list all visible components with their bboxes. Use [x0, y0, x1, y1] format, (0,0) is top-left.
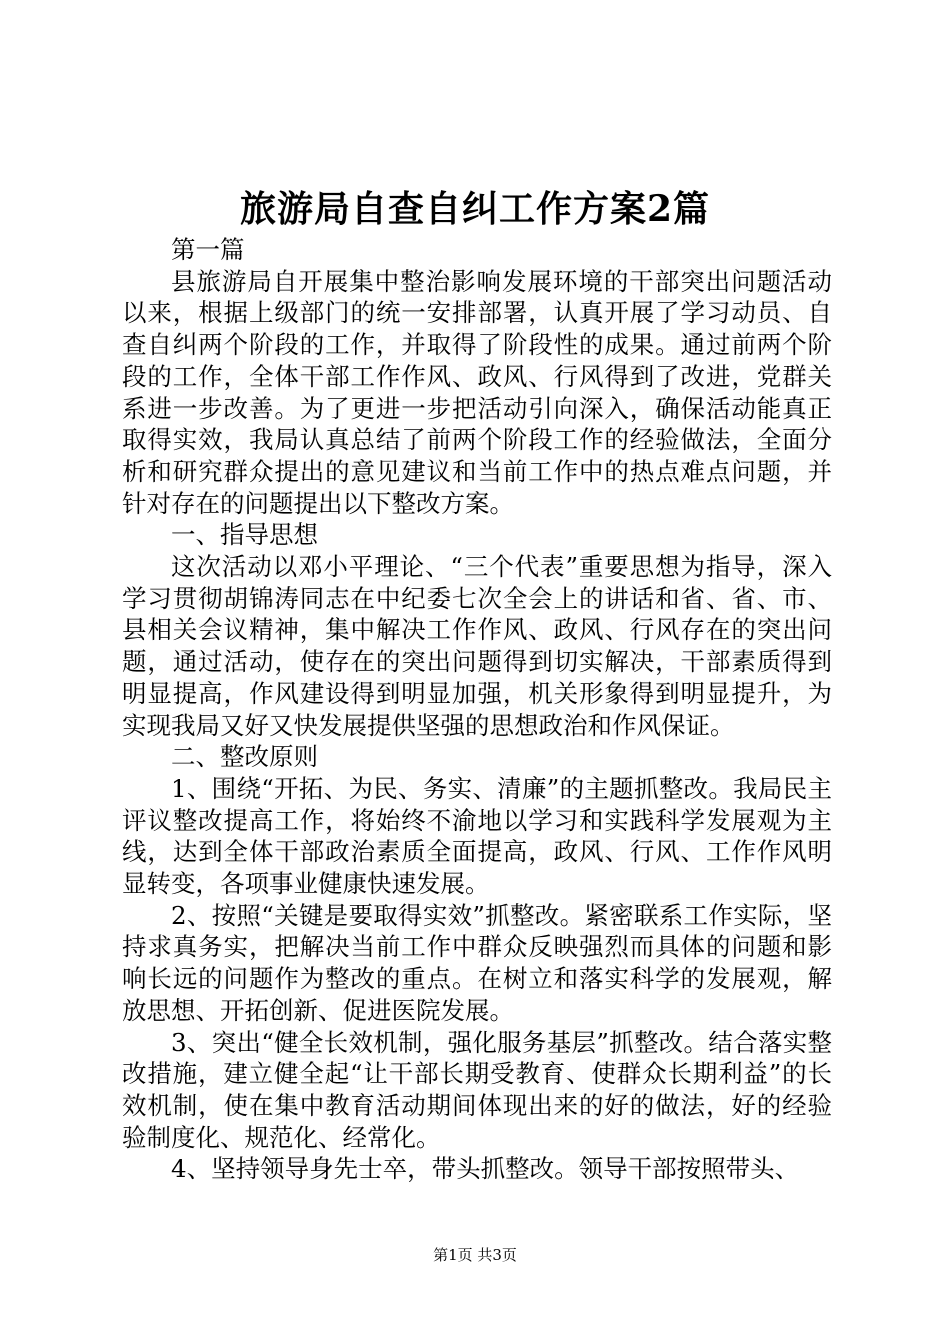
document-title: 旅游局自查自纠工作方案2篇	[239, 188, 711, 230]
heading-guiding-ideology: 一、指导思想	[171, 520, 318, 550]
paragraph-principle-1: 1、围绕“开拓、为民、务实、清廉”的主题抓整改。我局民主评议整改提高工作，将始终不渝地以学习和实践科学发展观为主线，达到全体干部政治素质全面提高，政风、行风、工作作风明显转变，各项事业健康快速发展。	[122, 773, 832, 899]
paragraph-principle-4: 4、坚持领导身先士卒，带头抓整改。领导干部按照带头、	[171, 1154, 800, 1184]
section-label-first: 第一篇	[171, 235, 245, 264]
heading-rectification-principles: 二、整改原则	[171, 742, 318, 772]
paragraph-principle-2: 2、按照“关键是要取得实效”抓整改。紧密联系工作实际，坚持求真务实，把解决当前工作中群众反映强烈而具体的问题和影响长远的问题作为整改的重点。在树立和落实科学的发展观，解放思想、开拓创新、促进医院发展。	[122, 900, 832, 1025]
paragraph-intro: 县旅游局自开展集中整治影响发展环境的干部突出问题活动以来，根据上级部门的统一安排部署，认真开展了学习动员、自查自纠两个阶段的工作，并取得了阶段性的成果。通过前两个阶段的工作，全体干部工作作风、政风、行风得到了改进，党群关系进一步改善。为了更进一步把活动引向深入，确保活动能真正取得实效，我局认真总结了前两个阶段工作的经验做法，全面分析和研究群众提出的意见建议和当前工作中的热点难点问题，并针对存在的问题提出以下整改方案。	[122, 266, 832, 518]
page-footer: 第1页 共3页	[433, 1246, 517, 1264]
document-body	[122, 234, 832, 1185]
paragraph-principle-3: 3、突出“健全长效机制，强化服务基层”抓整改。结合落实整改措施，建立健全起“让干部长期受教育、使群众长期利益”的长效机制，使在集中教育活动期间体现出来的好的做法，好的经验验制度化、规范化、经常化。	[122, 1027, 832, 1152]
paragraph-guiding-ideology: 这次活动以邓小平理论、“三个代表”重要思想为指导，深入学习贯彻胡锦涛同志在中纪委七次全会上的讲话和省、省、市、县相关会议精神，集中解决工作作风、政风、行风存在的突出问题，通过活动，使存在的突出问题得到切实解决，干部素质得到明显提高，作风建设得到明显加强，机关形象得到明显提升，为实现我局又好又快发展提供坚强的思想政治和作风保证。	[122, 552, 832, 740]
